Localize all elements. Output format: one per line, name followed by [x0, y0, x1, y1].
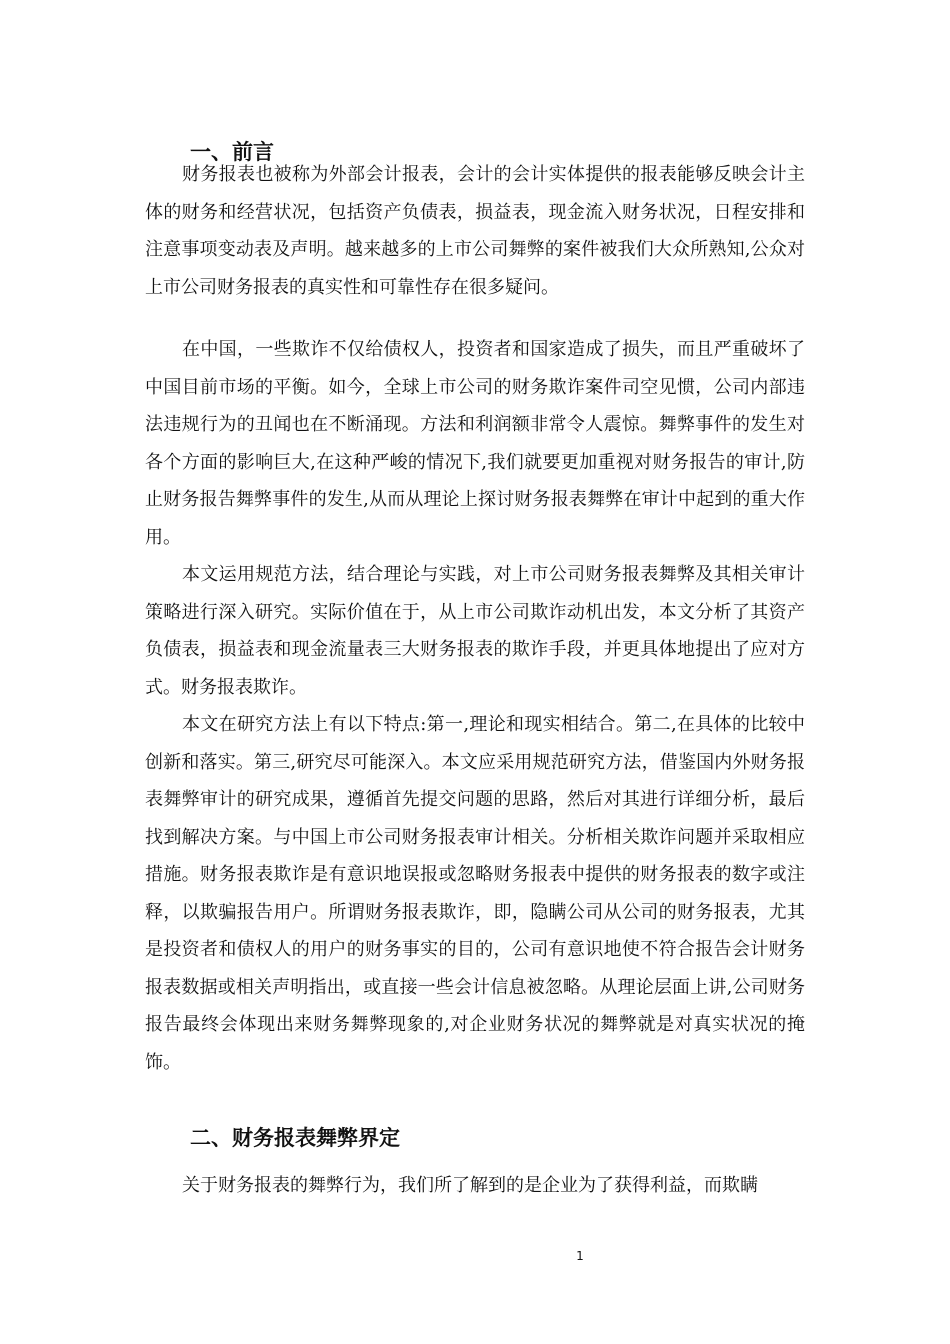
paragraph: 本文在研究方法上有以下特点:第一,理论和现实相结合。第二,在具体的比较中创新和落实。第三,研究尽可能深入。本文应采用规范研究方法，借鉴国内外财务报表舞弊审计的研究成果，遵循首先提交问题的思路，然后对其进行详细分析，最后找到解决方案。与中国上市公司财务报表审计相关。分析相关欺诈问题并采取相应措施。财务报表欺诈是有意识地误报或忽略财务报表中提供的财务报表的数字或注释，以欺骗报告用户。所谓财务报表欺诈，即，隐瞒公司从公司的财务报表，尤其是投资者和债权人的用户的财务事实的目的，公司有意识地使不符合报告会计财务报表数据或相关声明指出，或直接一些会计信息被忽略。从理论层面上讲,公司财务报告最终会体现出来财务舞弊现象的,对企业财务状况的舞弊就是对真实状况的掩饰。 — [145, 714, 805, 1073]
section-heading-preface: 一、前言 — [190, 140, 274, 164]
paragraph: 关于财务报表的舞弊行为，我们所了解到的是企业为了获得利益，而欺瞒 — [182, 1175, 758, 1196]
paragraph: 本文运用规范方法，结合理论与实践，对上市公司财务报表舞弊及其相关审计策略进行深入研究。实际价值在于，从上市公司欺诈动机出发，本文分析了其资产负债表，损益表和现金流量表三大财务报表的欺诈手段，并更具体地提出了应对方式。财务报表欺诈。 — [145, 564, 805, 698]
section-heading-fraud-definition: 二、财务报表舞弊界定 — [190, 1126, 400, 1150]
paragraph: 在中国，一些欺诈不仅给债权人，投资者和国家造成了损失，而且严重破坏了中国目前市场的平衡。如今，全球上市公司的财务欺诈案件司空见惯，公司内部违法违规行为的丑闻也在不断涌现。方法和利润额非常令人震惊。舞弊事件的发生对各个方面的影响巨大,在这种严峻的情况下,我们就要更加重视对财务报告的审计,防止财务报告舞弊事件的发生,从而从理论上探讨财务报表舞弊在审计中起到的重大作用。 — [145, 339, 805, 548]
page-number: 1 — [576, 1249, 584, 1263]
paragraph: 财务报表也被称为外部会计报表，会计的会计实体提供的报表能够反映会计主体的财务和经营状况，包括资产负债表，损益表，现金流入财务状况，日程安排和注意事项变动表及声明。越来越多的上市公司舞弊的案件被我们大众所熟知,公众对上市公司财务报表的真实性和可靠性存在很多疑问。 — [145, 164, 805, 298]
